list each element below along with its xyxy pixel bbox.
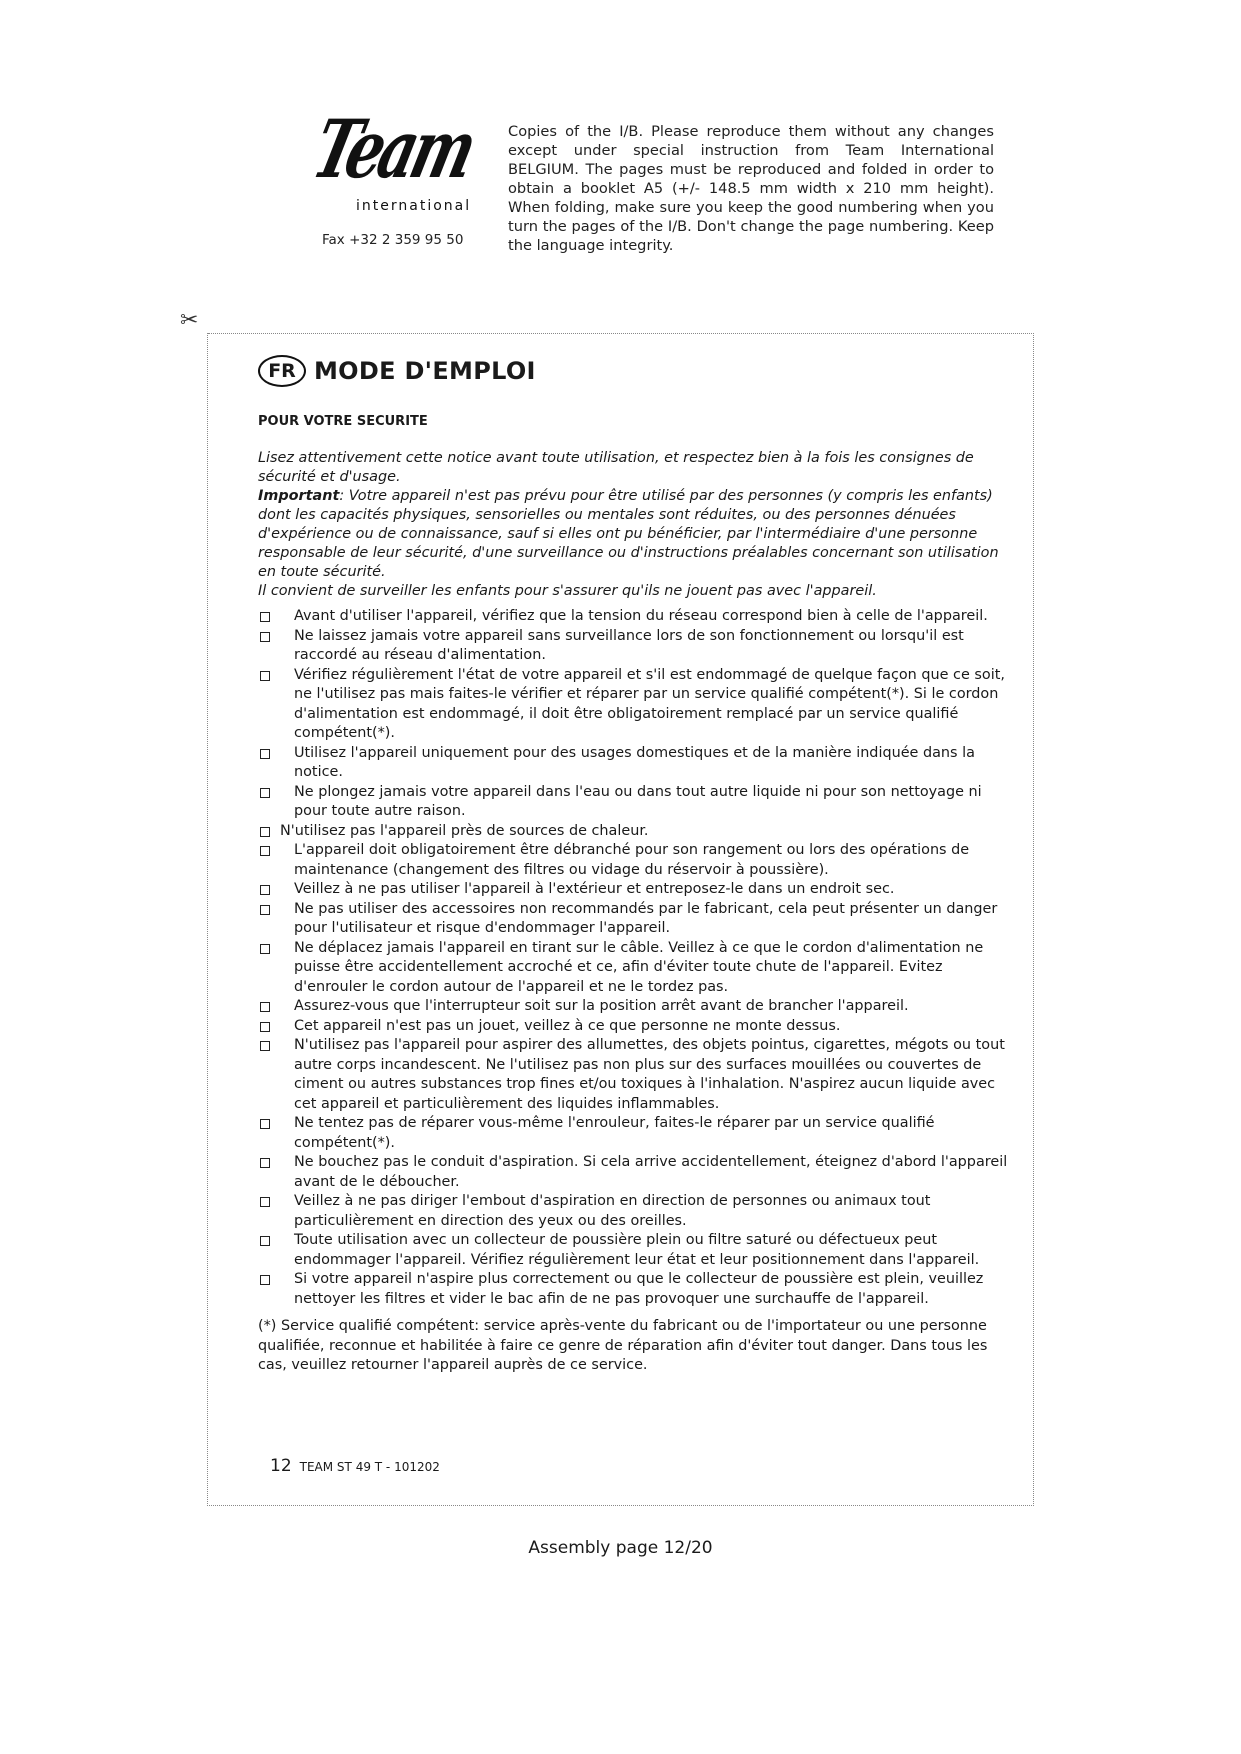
list-item: Ne bouchez pas le conduit d'aspiration. Si cela arrive accidentellement, éteignez d'abord l'appareil avant de le déboucher. xyxy=(258,1153,1014,1192)
checkbox-icon xyxy=(260,885,270,895)
checkbox-icon xyxy=(260,632,270,642)
safety-rules-list xyxy=(258,607,1014,1309)
important-paragraph xyxy=(258,487,1014,582)
list-item: N'utilisez pas l'appareil près de sources de chaleur. xyxy=(258,822,1014,842)
checkbox-icon xyxy=(260,1275,270,1285)
checkbox-icon xyxy=(260,671,270,681)
list-item: Avant d'utiliser l'appareil, vérifiez que la tension du réseau correspond bien à celle de l'appareil. xyxy=(258,607,1014,627)
document-code: TEAM ST 49 T - 101202 xyxy=(299,1460,440,1474)
checkbox-icon xyxy=(260,1158,270,1168)
list-item: Ne pas utiliser des accessoires non recommandés par le fabricant, cela peut présenter un danger pour l'utilisateur et risque d'endommager l'appareil. xyxy=(258,900,1014,939)
scissors-icon: ✂ xyxy=(180,308,199,333)
list-item: Assurez-vous que l'interrupteur soit sur la position arrêt avant de brancher l'appareil. xyxy=(258,997,1014,1017)
page-heading xyxy=(258,350,1014,392)
checkbox-icon xyxy=(260,1002,270,1012)
list-item: L'appareil doit obligatoirement être débranché pour son rangement ou lors des opérations de maintenance (changement des filtres ou vidage du réservoir à poussière). xyxy=(258,841,1014,880)
team-logo xyxy=(304,100,482,220)
checkbox-icon xyxy=(260,1197,270,1207)
important-label: Important xyxy=(258,488,340,504)
page-number: 12 xyxy=(270,1456,292,1476)
list-item: N'utilisez pas l'appareil pour aspirer des allumettes, des objets pointus, cigarettes, mégots ou tout autre corps incandescent. Ne l'utilisez pas non plus sur des surfaces mouillées ou couvertes de ciment ou autres substances trop fines et/ou toxiques à l'inhalation. N'aspirez aucun liquide avec cet appareil et particulièrement des liquides inflammables. xyxy=(258,1036,1014,1114)
checkbox-icon xyxy=(260,1119,270,1129)
list-item: Toute utilisation avec un collecteur de poussière plein ou filtre saturé ou défectueux peut endommager l'appareil. Vérifiez régulièrement leur état et leur positionnement dans l'appareil. xyxy=(258,1231,1014,1270)
checkbox-icon xyxy=(260,905,270,915)
intro-block xyxy=(258,449,1014,601)
list-item: Veillez à ne pas utiliser l'appareil à l'extérieur et entreposez-le dans un endroit sec. xyxy=(258,880,1014,900)
list-item: Vérifiez régulièrement l'état de votre appareil et s'il est endommagé de quelque façon que ce soit, ne l'utilisez pas mais faites-le vérifier et réparer par un service qualifié compétent(*). Si le cordon d'alimentation est endommagé, il doit être obligatoirement remplacé par un service qualifié compétent(*). xyxy=(258,666,1014,744)
intro-paragraph: Lisez attentivement cette notice avant toute utilisation, et respectez bien à la fois les consignes de sécurité et d'usage. xyxy=(258,450,974,485)
fax-number: Fax +32 2 359 95 50 xyxy=(322,232,464,248)
page-footer xyxy=(270,1456,440,1476)
booklet-page-content xyxy=(258,350,1014,1376)
assembly-page-label: Assembly page 12/20 xyxy=(528,1538,713,1558)
checkbox-icon xyxy=(260,1236,270,1246)
list-item: Si votre appareil n'aspire plus correctement ou que le collecteur de poussière est plein, veuillez nettoyer les filtres et vider le bac afin de ne pas provoquer une surchauffe de l'appareil. xyxy=(258,1270,1014,1309)
important-text: : Votre appareil n'est pas prévu pour être utilisé par des personnes (y compris les enfants) dont les capacités physiques, sensorielles ou mentales sont réduites, ou des personnes dénuées d'expérience ou de connaissance, sauf si elles ont pu bénéficier, par l'intermédiaire d'une personne responsable de leur sécurité, d'une surveillance ou d'instructions préalables concernant son utilisation en toute sécurité. xyxy=(258,488,999,580)
page-title: MODE D'EMPLOI xyxy=(314,357,536,385)
checkbox-icon xyxy=(260,827,270,837)
checkbox-icon xyxy=(260,749,270,759)
checkbox-icon xyxy=(260,1022,270,1032)
list-item: Utilisez l'appareil uniquement pour des usages domestiques et de la manière indiquée dans la notice. xyxy=(258,744,1014,783)
reproduction-instructions xyxy=(508,122,994,255)
checkbox-icon xyxy=(260,944,270,954)
logo-subtitle: international xyxy=(356,198,472,214)
list-item: Ne tentez pas de réparer vous-même l'enrouleur, faites-le réparer par un service qualifié compétent(*). xyxy=(258,1114,1014,1153)
list-item: Veillez à ne pas diriger l'embout d'aspiration en direction de personnes ou animaux tout particulièrement en direction des yeux ou des oreilles. xyxy=(258,1192,1014,1231)
list-item: Cet appareil n'est pas un jouet, veillez à ce que personne ne monte dessus. xyxy=(258,1017,1014,1037)
checkbox-icon xyxy=(260,788,270,798)
list-item: Ne déplacez jamais l'appareil en tirant sur le câble. Veillez à ce que le cordon d'alimentation ne puisse être accidentellement accroché et ce, afin d'éviter toute chute de l'appareil. Evitez d'enrouler le cordon autour de l'appareil et ne le tordez pas. xyxy=(258,939,1014,998)
language-badge: FR xyxy=(258,355,306,387)
instructions-text: Copies of the I/B. Please reproduce them without any changes except under special instruction from Team International BELGIUM. The pages must be reproduced and folded in order to obtain a booklet A5 (+/- 148.5 mm width x 210 mm height). When folding, make sure you keep the good numbering when you turn the pages of the I/B. Don't change the page numbering. Keep the language integrity. xyxy=(508,123,994,254)
list-item: Ne laissez jamais votre appareil sans surveillance lors de son fonctionnement ou lorsqu'il est raccordé au réseau d'alimentation. xyxy=(258,627,1014,666)
checkbox-icon xyxy=(260,1041,270,1051)
list-item: Ne plongez jamais votre appareil dans l'eau ou dans tout autre liquide ni pour son nettoyage ni pour toute autre raison. xyxy=(258,783,1014,822)
checkbox-icon xyxy=(260,612,270,622)
logo-word: Team xyxy=(304,102,482,196)
children-paragraph: Il convient de surveiller les enfants pour s'assurer qu'ils ne jouent pas avec l'appareil. xyxy=(258,583,877,599)
section-title: POUR VOTRE SECURITE xyxy=(258,414,428,429)
checkbox-icon xyxy=(260,846,270,856)
service-footnote: (*) Service qualifié compétent: service après-vente du fabricant ou de l'importateur ou une personne qualifiée, reconnue et habilitée à faire ce genre de réparation afin d'éviter tout danger. Dans tous les cas, veuillez retourner l'appareil auprès de ce service. xyxy=(258,1318,988,1373)
